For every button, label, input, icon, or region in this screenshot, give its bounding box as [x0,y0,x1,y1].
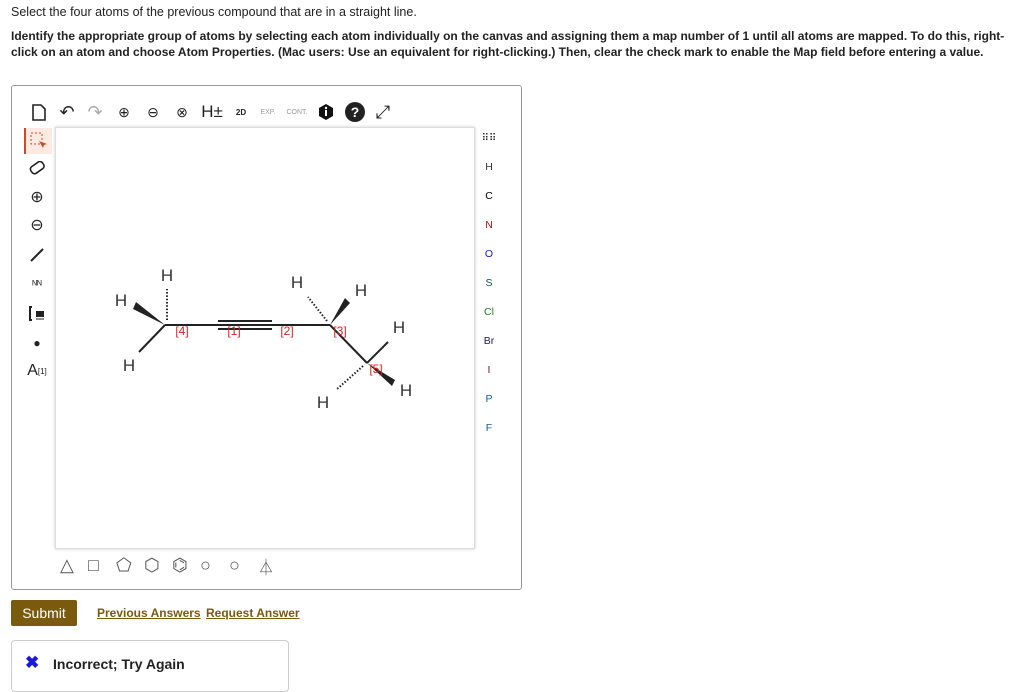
atom-map-sup: [1] [37,366,47,376]
hydrogen-label[interactable]: H [354,281,368,300]
atom-map-label[interactable]: [3] [333,324,347,338]
hydrogen-label[interactable]: H [316,393,330,412]
element-o[interactable]: O [484,248,494,260]
element-n[interactable]: N [485,219,493,231]
previous-answers-link[interactable]: Previous Answers [97,606,201,620]
cyclooctane-icon[interactable]: ○ [229,555,240,575]
hydrogen-label[interactable]: H [399,381,413,400]
element-h[interactable]: H [485,161,493,173]
question-intro: Select the four atoms of the previous compound that are in a straight line. [11,5,417,19]
positive-charge-icon[interactable]: ⊕ [30,189,44,206]
cyclopentane-icon[interactable]: ⬠ [116,555,132,575]
hydrogen-label[interactable]: H [290,273,304,292]
wedge-bond [133,302,165,325]
hydrogen-label[interactable]: H [114,291,128,310]
cyclopropane-icon[interactable]: △ [60,555,74,575]
feedback-box [11,640,289,692]
chain-tool-icon[interactable]: ᴺᴺ [32,279,42,291]
atom-map-label[interactable]: [2] [280,324,294,338]
element-cl[interactable]: Cl [484,306,494,318]
hydrogens-button[interactable]: H± [201,102,223,121]
fullscreen-icon[interactable]: ⤢ [375,101,391,122]
submit-button[interactable]: Submit [11,600,77,626]
request-answer-link[interactable]: Request Answer [206,606,300,620]
negative-charge-icon[interactable]: ⊖ [30,217,44,234]
clean-2d-button[interactable]: 2D [235,107,247,117]
contract-button[interactable]: CONT. [286,108,308,116]
hash-bond [308,297,327,321]
benzene-icon[interactable]: ⌬ [172,555,188,575]
instructions: Identify the appropriate group of atoms by selecting each atom individually on the canvas and assigning them a map number of 1 until all atoms are mapped. To do this, right-click on an atom and choose Atom Properties. (Mac users: Use an equivalent for right-clicking.) Then, clear the check mark to enable the Map field before entering a value. [11,29,1005,59]
hydrogen-label[interactable]: H [392,318,406,337]
hydrogen-label[interactable]: H [160,266,174,285]
svg-text:?: ? [350,104,360,120]
bond-c4-h [139,325,165,352]
redo-icon[interactable]: ↷ [87,101,103,122]
feedback-text: Incorrect; Try Again [53,656,185,672]
cycloheptane-icon[interactable]: ○ [200,555,211,575]
undo-icon[interactable]: ↶ [59,101,75,122]
zoom-in-icon[interactable]: ⊕ [118,103,130,120]
element-i[interactable]: I [487,364,491,376]
element-br[interactable]: Br [483,335,495,347]
hash-bond [336,366,363,390]
bond-c5-h [367,342,388,363]
zoom-reset-icon[interactable]: ⊗ [176,103,188,120]
atom-map-label[interactable]: [5] [369,362,383,376]
cyclohexane-icon[interactable]: ⬡ [144,555,160,575]
element-s[interactable]: S [485,277,493,289]
element-f[interactable]: F [485,422,493,434]
cyclobutane-icon[interactable]: □ [88,555,99,575]
hydrogen-label[interactable]: H [122,356,136,375]
expand-button[interactable]: EXP. [260,108,276,116]
element-p[interactable]: P [485,393,493,405]
element-c[interactable]: C [485,190,493,202]
atom-map-label: A [27,362,38,379]
radical-dot-icon[interactable]: ● [33,336,41,350]
atom-map-label[interactable]: [4] [175,324,189,338]
incorrect-x-icon: ✖ [25,653,40,672]
zoom-out-icon[interactable]: ⊖ [147,103,159,120]
wedge-bond [330,298,350,325]
atom-map-label[interactable]: [1] [227,324,241,338]
bicyclic-icon[interactable]: ⏃ [258,560,275,577]
periodic-table-icon[interactable]: ⠿⠿ [481,133,497,144]
